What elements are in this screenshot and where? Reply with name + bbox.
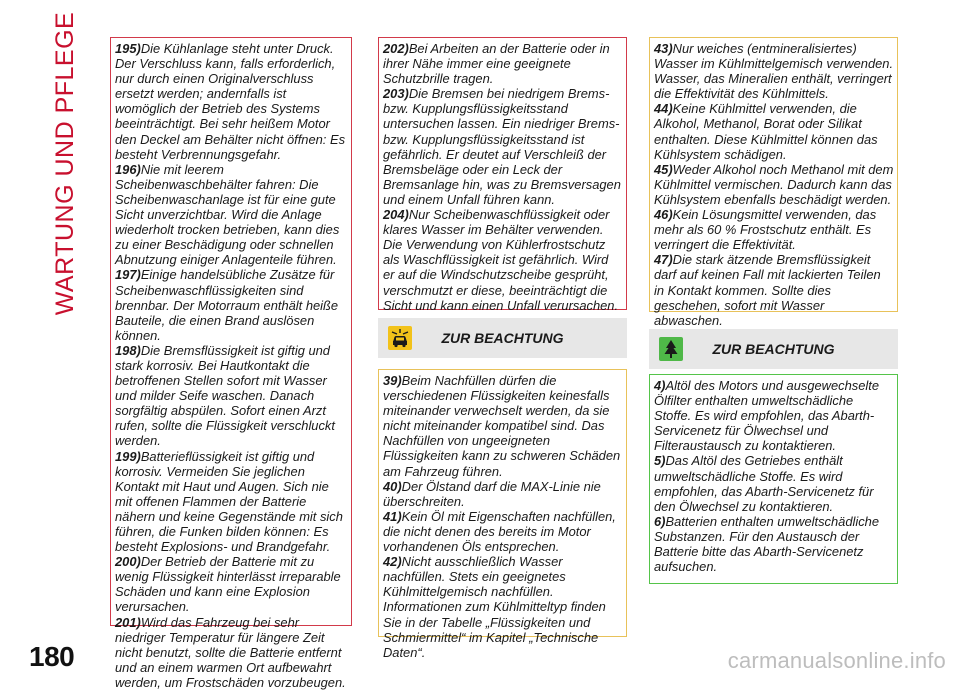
note-entry — [654, 514, 894, 574]
note-number: 197) — [115, 267, 141, 283]
note-number: 198) — [115, 342, 141, 358]
notice-box-43-47 — [649, 37, 898, 328]
note-entry — [654, 41, 894, 101]
note-number: 47) — [654, 252, 673, 268]
note-text: Einige handelsübliche Zusätze für Scheibenwaschflüssigkeiten sind brennbar. Der Motorraum enthält heiße Bauteile, die einen Brand auslösen können. — [115, 267, 339, 343]
note-text: Die Kühlanlage steht unter Druck. Der Verschluss kann, falls erforderlich, nur durch einen Originalverschluss ersetzt werden; andernfalls ist womöglich der Betrieb des Systems beeinträchtigt. Bei sehr heißem Motor den Deckel am Behälter nicht öffnen: Es besteht Verbrennungsgefahr. — [115, 41, 346, 162]
note-number: 44) — [654, 101, 673, 117]
environment-list — [654, 378, 894, 574]
note-text: Die stark ätzende Bremsflüssigkeit darf auf keinen Fall mit lackierten Teilen in Kontakt kommen. Sollte dies geschehen, sofort mit Wasser abwaschen. — [654, 252, 881, 328]
note-number: 199) — [115, 448, 141, 464]
note-text: Das Altöl des Getriebes enthält umweltschädliche Stoffe. Es wird empfohlen, das Abarth-Servicenetz für den Ölwechsel zu kontaktieren. — [654, 453, 874, 514]
note-entry — [383, 373, 623, 479]
note-number: 6) — [654, 513, 666, 529]
note-text: Batterieflüssigkeit ist giftig und korrosiv. Vermeiden Sie jeglichen Kontakt mit Haut und Augen. Sich nie mit offenen Flammen der Batterie nähern und keine Gegenstände mit sich führen, die Funken bilden können: Es besteht Explosions- und Brandgefahr. — [115, 448, 343, 555]
notice-header — [649, 329, 898, 369]
note-text: Beim Nachfüllen dürfen die verschiedenen Flüssigkeiten keinesfalls miteinander verwechselt werden, da sie nicht miteinander kompatibel sind. Das Nachfüllen von ungeeigneten Flüssigkeiten kann zu schweren Schäden am Fahrzeug führen. — [383, 373, 621, 479]
note-text: Kein Lösungsmittel verwenden, das mehr als 60 % Frostschutz enthält. Es verringert die Effektivität. — [654, 207, 877, 253]
note-text: Weder Alkohol noch Methanol mit dem Kühlmittel vermischen. Dadurch kann das Kühlsystem ebenfalls beschädigt werden. — [654, 161, 894, 207]
note-entry — [383, 479, 623, 509]
note-entry — [115, 449, 348, 555]
note-number: 39) — [383, 373, 402, 388]
notice-box-39-42 — [378, 369, 627, 660]
note-entry — [383, 554, 623, 660]
note-entry — [383, 86, 623, 207]
note-text: Batterien enthalten umweltschädliche Substanzen. Für den Austausch der Batterie bitte das Abarth-Servicenetz aufsuchen. — [654, 513, 880, 575]
note-text: Die Bremsflüssigkeit ist giftig und stark korrosiv. Bei Hautkontakt die betroffenen Stellen sofort mit Wasser und milder Seife waschen. Danach sorgfältig abspülen. Sofort einen Arzt rufen, sollte die Flüssigkeit verschluckt werden. — [115, 342, 335, 449]
notice-title: ZUR BEACHTUNG — [712, 341, 835, 357]
note-entry — [654, 162, 894, 207]
note-entry — [115, 41, 348, 162]
note-text: Nur weiches (entmineralisiertes) Wasser im Kühlmittelgemisch verwenden. Wasser, das Mineralien enthält, verringert die Effektivität des Kühlmittels. — [654, 41, 894, 102]
note-number: 202) — [383, 41, 409, 56]
note-text: Nicht ausschließlich Wasser nachfüllen. Stets ein geeignetes Kühlmittelgemisch nachfüllen. Informationen zum Kühlmitteltyp finden Sie in der Tabelle „Flüssigkeiten und Schmiermittel“ im Kapitel „Technische Daten“. — [383, 554, 606, 660]
note-entry — [383, 509, 623, 554]
environment-box-4-6 — [649, 374, 898, 584]
note-text: Altöl des Motors und ausgewechselte Ölfilter enthalten umweltschädliche Stoffe. Es wird empfohlen, das Abarth-Servicenetz für Ölwechsel und Filteraustausch zu kontaktieren. — [654, 378, 880, 454]
note-text: Der Betrieb der Batterie mit zu wenig Flüssigkeit hinterlässt irreparable Schäden und kann eine Explosion verursachen. — [115, 554, 341, 615]
note-entry — [115, 267, 348, 342]
watermark: carmanualsonline.info — [727, 648, 946, 673]
note-text: Nie mit leerem Scheibenwaschbehälter fahren: Die Scheibenwaschanlage ist für eine gute Sicht unverzichtbar. Wird die Anlage wiederholt trocken betrieben, kann dies zu einer Beschädigung oder schnellen Abnutzung einiger Anlagenteile führen. — [115, 161, 340, 268]
note-text: Nur Scheibenwaschflüssigkeit oder klares Wasser im Behälter verwenden. Die Verwendung von Kühlerfrostschutz als Waschflüssigkeit ist gefährlich. Wird er auf die Windschutzscheibe gesprüht, verschmutzt er diese, beeinträchtigt die Sicht und kann einen Unfall verursachen. — [383, 207, 619, 313]
note-number: 45) — [654, 161, 673, 177]
note-text: Kein Öl mit Eigenschaften nachfüllen, die nicht denen des bereits im Motor vorhandenen Öls entsprechen. — [383, 508, 616, 555]
note-number: 40) — [383, 478, 402, 494]
warning-list — [383, 41, 623, 313]
note-number: 43) — [654, 41, 673, 56]
note-number: 201) — [115, 614, 141, 630]
notice-list — [383, 373, 623, 660]
note-entry — [115, 343, 348, 449]
note-entry — [115, 615, 348, 690]
note-number: 204) — [383, 207, 409, 223]
note-number: 46) — [654, 207, 673, 223]
notice-header — [378, 318, 627, 358]
note-number: 200) — [115, 554, 141, 570]
warning-box-195-201 — [110, 37, 352, 690]
page-number: 180 — [29, 641, 75, 672]
note-text: Die Bremsen bei niedrigem Brems- bzw. Kupplungsflüssigkeitsstand untersuchen lassen. Ein niedriger Brems- bzw. Kupplungsflüssigkeitsstand ist gefährlich. Er deutet auf Verschleiß der Bremsbeläge oder ein Leck der Bremsanlage hin, was zu Bremsversagen und einem Unfall führen kann. — [383, 86, 621, 207]
note-number: 195) — [115, 41, 141, 56]
note-entry — [115, 162, 348, 268]
note-entry — [654, 252, 894, 327]
note-number: 5) — [654, 453, 666, 469]
note-entry — [115, 554, 348, 614]
note-text: Der Ölstand darf die MAX-Linie nie überschreiten. — [383, 478, 601, 509]
note-number: 196) — [115, 161, 141, 177]
note-number: 4) — [654, 378, 666, 393]
note-entry — [383, 41, 623, 86]
note-entry — [654, 453, 894, 513]
note-number: 42) — [383, 554, 402, 570]
notice-title: ZUR BEACHTUNG — [441, 330, 564, 346]
note-entry — [654, 101, 894, 161]
note-text: Wird das Fahrzeug bei sehr niedriger Temperatur für längere Zeit nicht benutzt, sollte die Batterie entfernt und an einem warmen Ort aufbewahrt werden, um Frostschäden vorzubeugen. — [115, 614, 346, 690]
note-text: Keine Kühlmittel verwenden, die Alkohol, Methanol, Borat oder Silikat enthalten. Diese Kühlmittel können das Kühlsystem schädigen. — [654, 101, 878, 162]
note-entry — [383, 207, 623, 313]
note-text: Bei Arbeiten an der Batterie oder in ihrer Nähe immer eine geeignete Schutzbrille tragen. — [383, 41, 610, 87]
note-number: 203) — [383, 86, 409, 102]
note-entry — [654, 378, 894, 453]
warning-box-202-204 — [378, 37, 627, 313]
notice-list — [654, 41, 894, 328]
warning-list — [115, 41, 348, 690]
section-title: WARTUNG UND PFLEGE — [51, 11, 80, 315]
note-number: 41) — [383, 508, 402, 524]
note-entry — [654, 207, 894, 252]
